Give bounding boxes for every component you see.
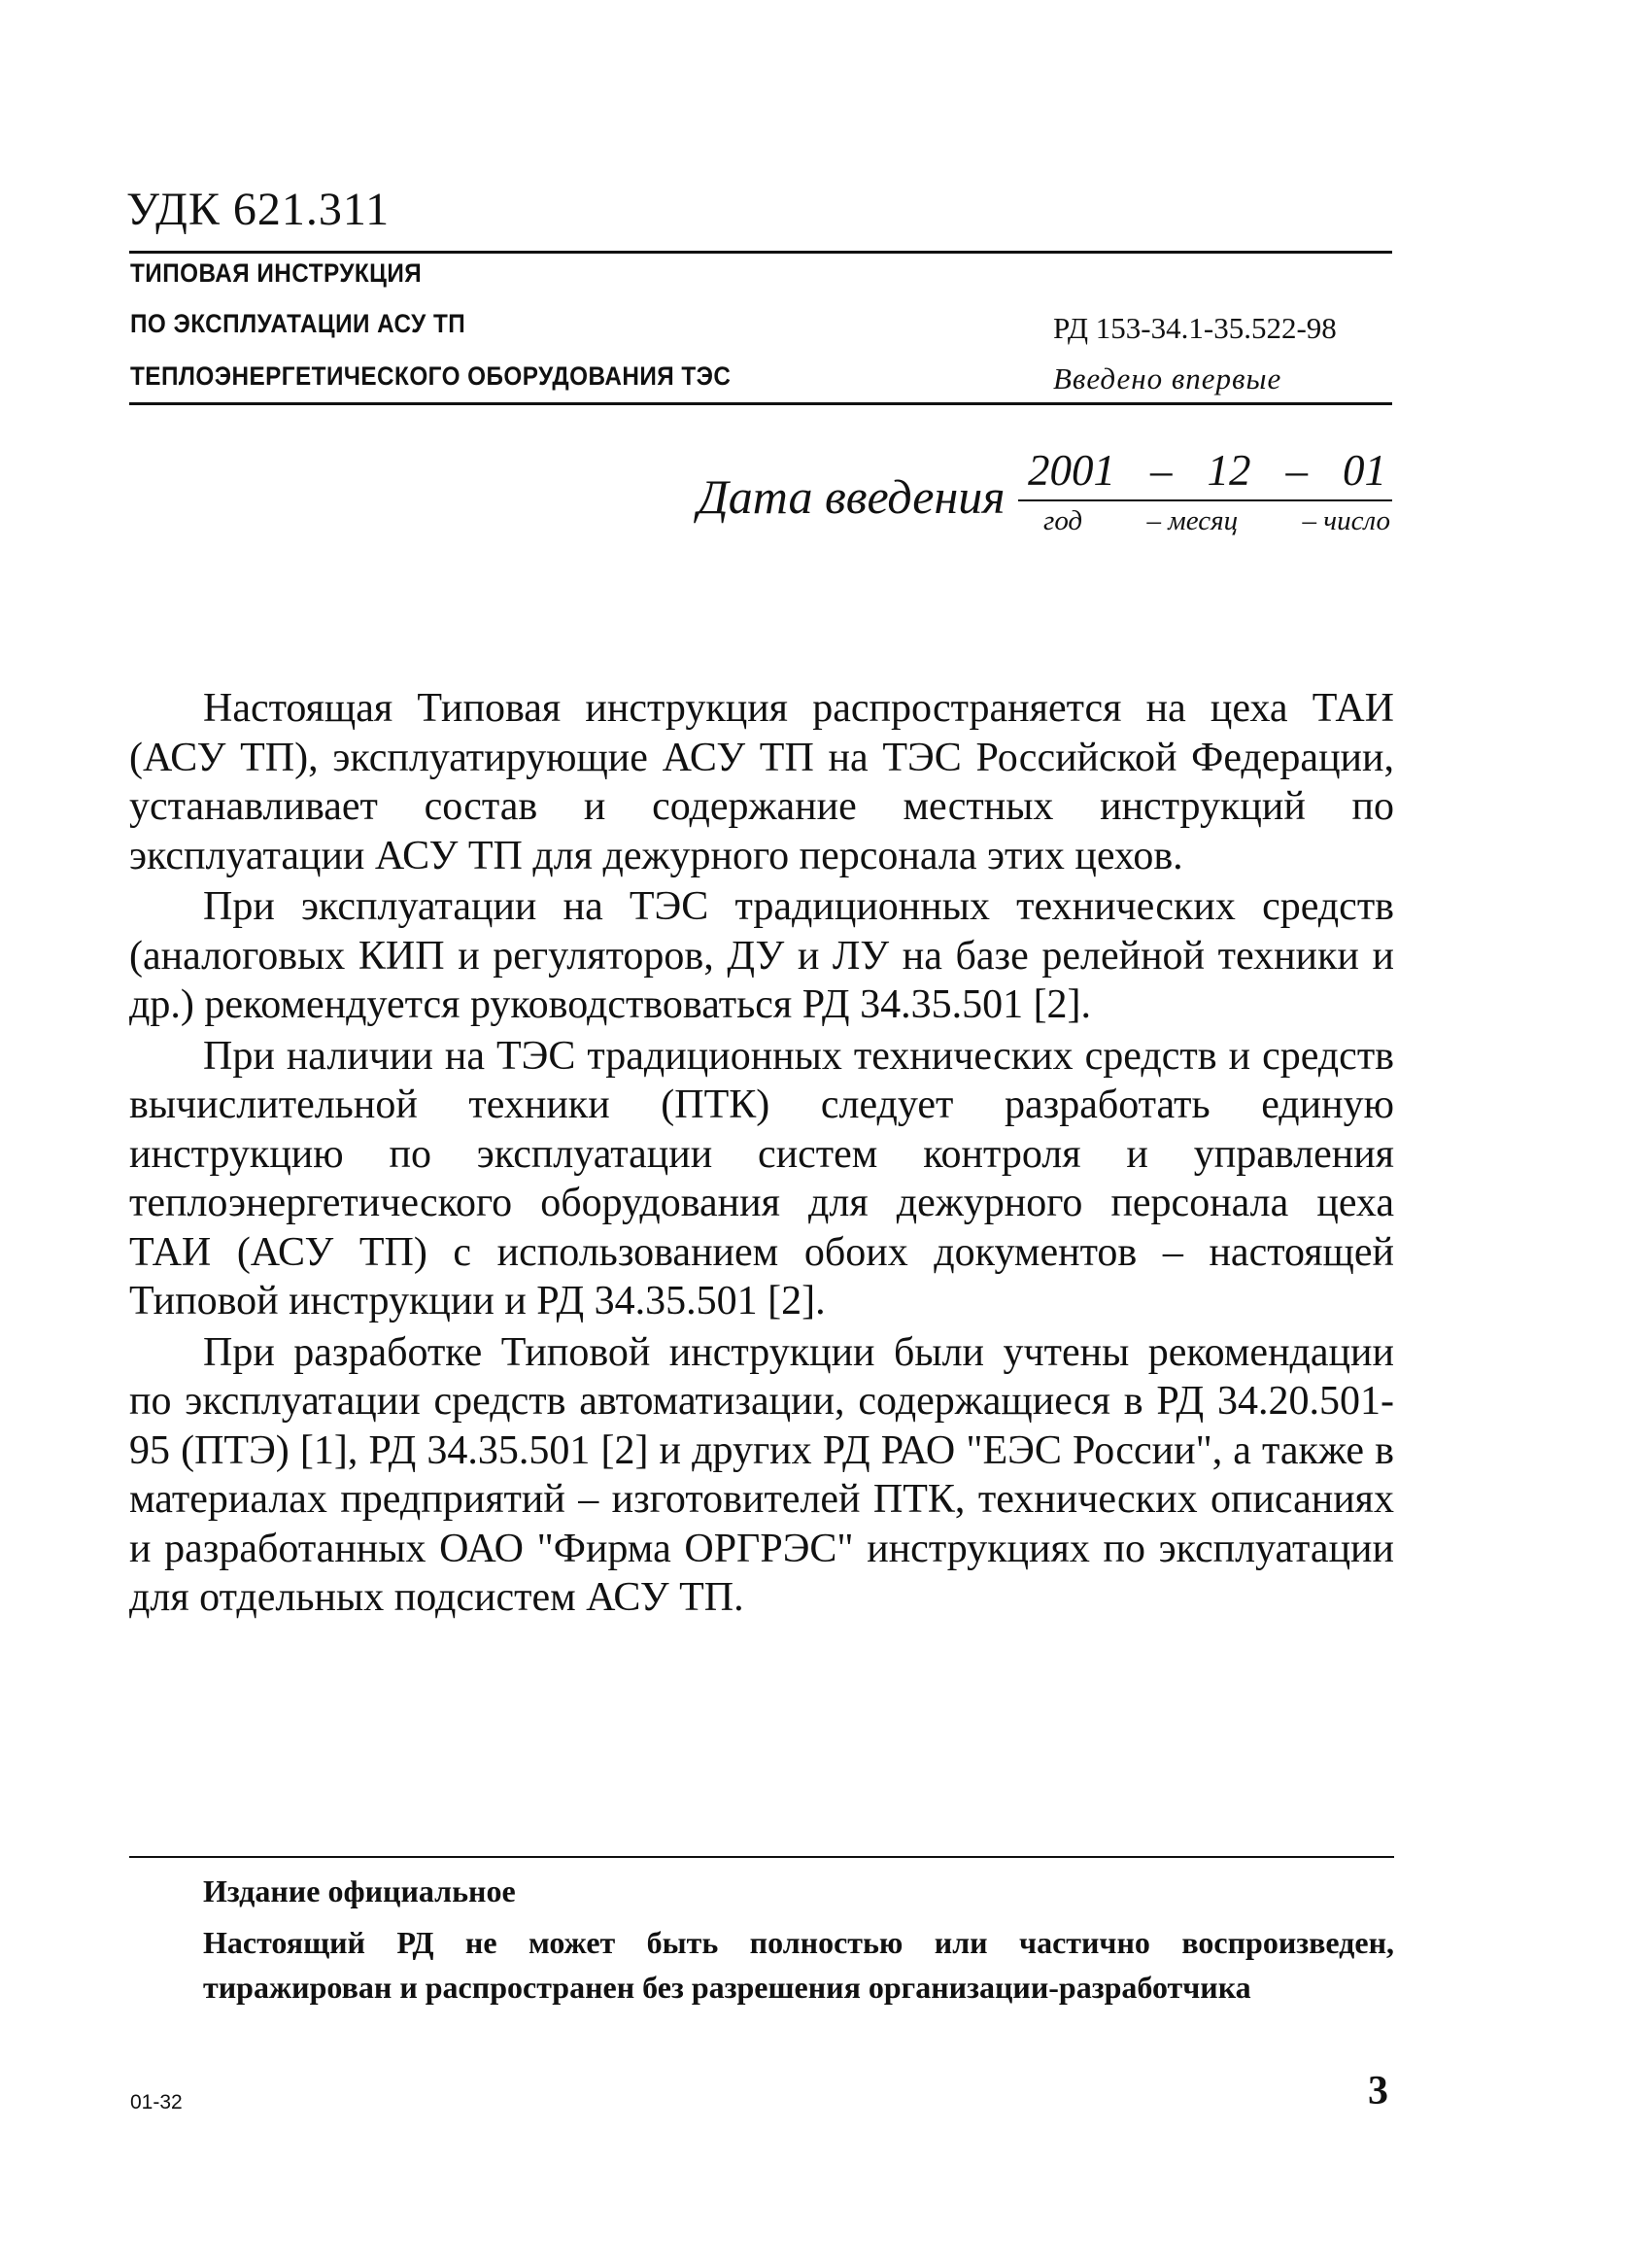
intro-date-dash: – [1150,446,1173,495]
doc-code: РД 153-34.1-35.522-98 [1053,311,1337,345]
udk-code: УДК 621.311 [126,184,391,235]
print-code: 01-32 [130,2091,183,2113]
header-bottom-rule [129,402,1392,405]
copyright-notice: Настоящий РД не может быть полностью или частично воспроизведен, тиражирован и распространен без разрешения организации-разработчика [203,1925,1394,2005]
intro-date-month-caption: – месяц [1146,505,1239,536]
page-number: 3 [1368,2069,1388,2113]
doc-title-line-2: ПО ЭКСПЛУАТАЦИИ АСУ ТП [130,309,466,338]
footer-rule [129,1856,1394,1858]
intro-date-day-caption: – число [1302,505,1390,536]
intro-date [1018,445,1392,537]
intro-date-year-caption: год [1043,505,1083,536]
doc-title-line-3: ТЕПЛОЭНЕРГЕТИЧЕСКОГО ОБОРУДОВАНИЯ ТЭС [130,361,732,391]
edition-note: Издание официальное [203,1873,516,1908]
body-paragraph: Настоящая Типовая инструкция распространяется на цеха ТАИ (АСУ ТП), эксплуатирующие АСУ ТП на ТЭС Российской Федерации, устанавливает состав и содержание местных инструкций по эксплуатации АСУ ТП для дежурного персонала этих цехов. [129,686,1394,878]
intro-date-dash: – [1285,446,1308,495]
doc-title-line-1: ТИПОВАЯ ИНСТРУКЦИЯ [130,258,423,288]
body-text [129,684,1394,1625]
intro-date-day: 01 [1343,446,1386,495]
body-paragraph: При наличии на ТЭС традиционных технических средств и средств вычислительной техники (ПТК) следует разработать единую инструкцию по эксплуатации систем контроля и управления теплоэнергетического оборудования для дежурного персонала цеха ТАИ (АСУ ТП) с использованием обоих документов – настоящей Типовой инструкции и РД 34.35.501 [2]. [129,1033,1394,1323]
intro-date-month: 12 [1207,446,1251,495]
body-paragraph: При разработке Типовой инструкции были учтены рекомендации по эксплуатации средств автоматизации, содержащиеся в РД 34.20.501-95 (ПТЭ) [1], РД 34.35.501 [2] и других РД РАО "ЕЭС России", а также в материалах предприятий – изготовителей ПТК, технических описаниях и разработанных ОАО "Фирма ОРГРЭС" инструкциях по эксплуатации для отдельных подсистем АСУ ТП. [129,1329,1394,1620]
header-top-rule [129,251,1392,254]
intro-date-label: Дата введения [698,469,1006,524]
body-paragraph: При эксплуатации на ТЭС традиционных технических средств (аналоговых КИП и регуляторов, ДУ и ЛУ на базе релейной техники и др.) рекомендуется руководствоваться РД 34.35.501 [2]. [129,884,1394,1027]
intro-date-year: 2001 [1028,446,1115,495]
doc-status: Введено впервые [1053,361,1282,395]
